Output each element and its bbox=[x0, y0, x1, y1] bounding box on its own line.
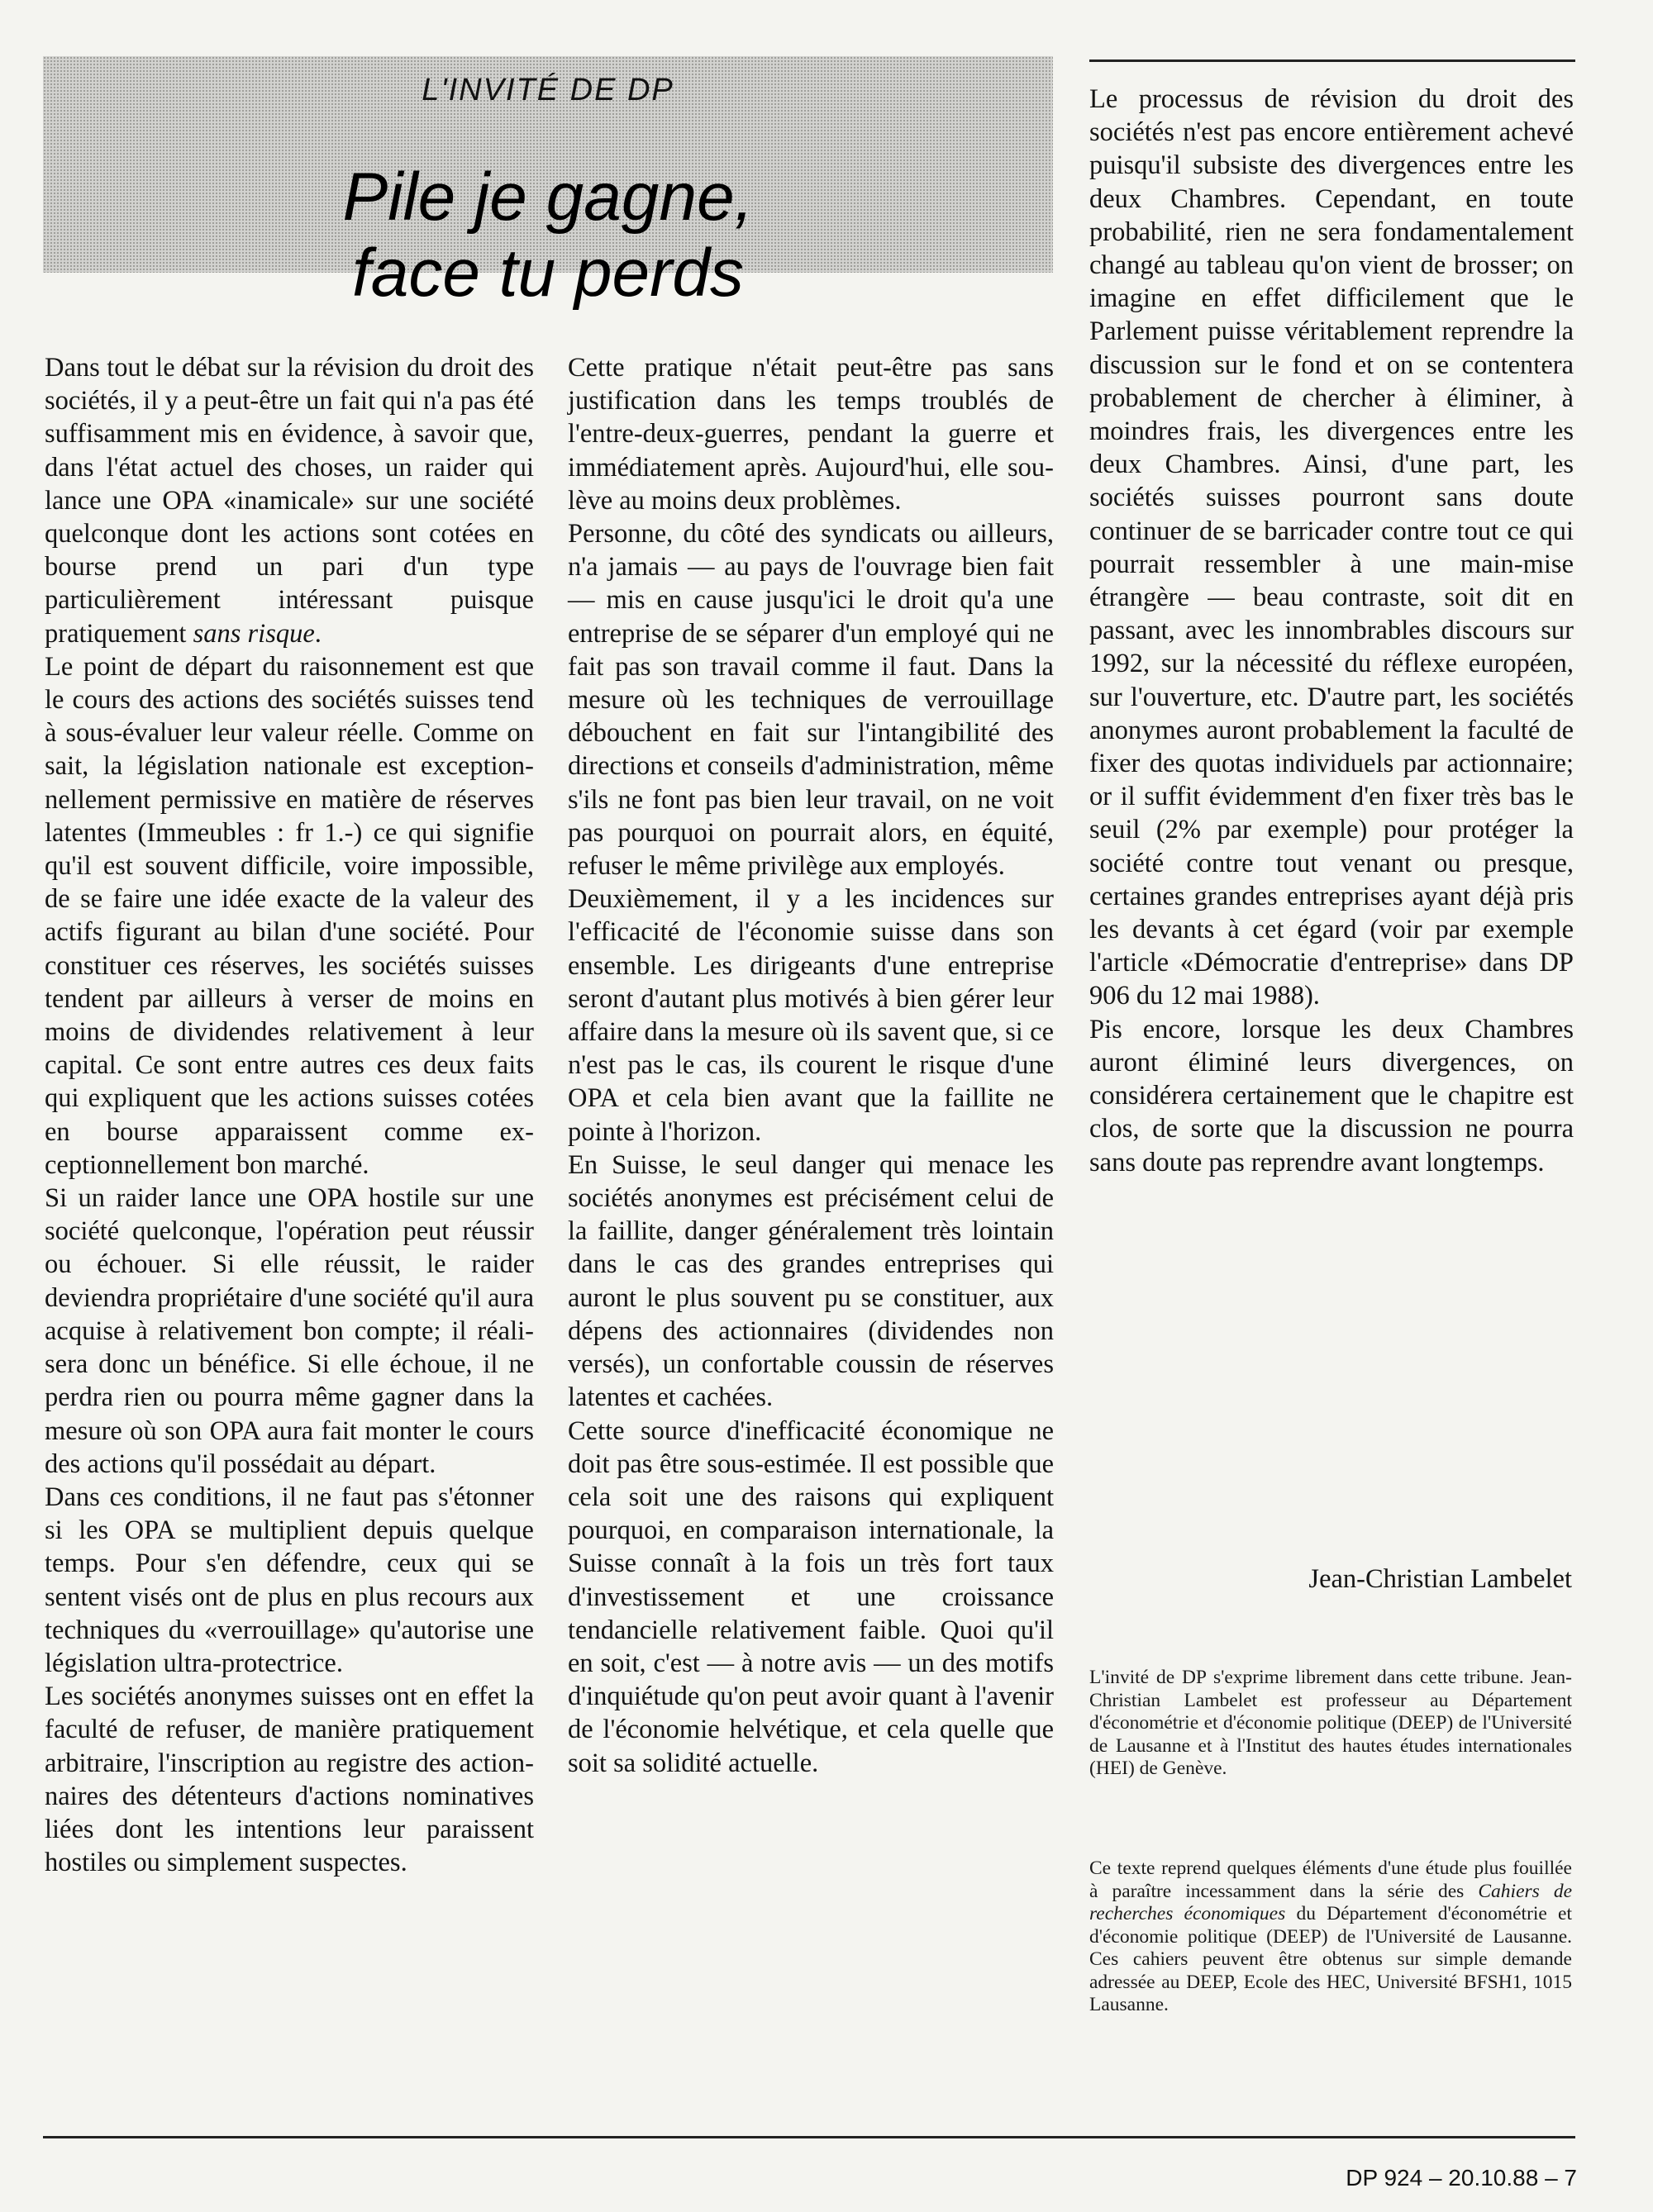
paragraph-2: Le point de départ du raisonnement est que le cours des actions des sociétés suisses tend à sous-évaluer leur valeur réelle. Comme on sait, la législation nationale est exceptionnellement permissive en matière de réserves latentes (Immeubles : fr 1.-) ce qui signifie qu'il est souvent difficile, voire impossible, de se faire une idée exacte de la valeur des actifs figurant au bilan d'une société. Pour constituer ces réserves, les sociétés suisses tendent par ailleurs à verser de moins en moins de dividendes relativement à leur capital. Ce sont entre autres ces deux faits qui expliquent que les actions suisses cotées en bourse apparaissent comme exceptionnellement bon marché. bbox=[45, 651, 534, 1180]
article-title bbox=[43, 159, 1053, 312]
paragraph-5: Les sociétés anonymes suisses ont en effet la faculté de refuser, de manière pratiquement arbitraire, l'inscription au registre des actionnaires des détenteurs d'actions nominatives liées dont les intentions leur paraissent hostiles ou simplement suspectes. bbox=[45, 1682, 534, 1878]
paragraph-6: Cette pratique n'était peut-être pas sans justification dans les temps troublés de l'entre-deux-guerres, pendant la guerre et immédiatement après. Aujourd'hui, elle soulève au moins deux problèmes. bbox=[568, 353, 1054, 516]
source-note-part-2: du Département d'économétrie et d'économie politique (DEEP) de l'Université de Lausanne. Ces cahiers peuvent être obtenus sur simple demande adressée au DEEP, Ecole des HEC, Université BFSH1, 1015 Lausanne. bbox=[1089, 1903, 1573, 2015]
paragraph-12: Pis encore, lorsque les deux Chambres auront éliminé leurs divergences, on considérera certainement que le chapitre est clos, de sorte que la discussion ne pourra sans doute pas reprendre avant longtemps. bbox=[1089, 1014, 1574, 1177]
section-kicker: L'INVITÉ DE DP bbox=[422, 73, 674, 107]
article-column-2 bbox=[568, 351, 1054, 1780]
author-note bbox=[1089, 1667, 1572, 1781]
title-line-2: face tu perds bbox=[351, 235, 745, 311]
paragraph-11: Le processus de révision du droit des sociétés n'est pas encore entièrement achevé puisqu'il subsiste des divergences entre les deux Chambres. Cependant, en toute probabilité, rien ne sera fondamentalement changé au tableau qu'on vient de brosser; on imagine en effet difficilement que le Parlement puisse véritablement reprendre la discussion sur le fond et on se contentera probablement de chercher à éliminer, à moindres frais, les divergences entre les deux Chambres. Ainsi, d'une part, les sociétés suisses pourront sans doute continuer de se barricader contre tout ce qui pourrait ressembler à une main-mise étrangère — beau contraste, soit dit en passant, avec les innombrables discours sur 1992, sur la nécessité du réflexe européen, sur l'ouverture, etc. D'autre part, les sociétés anonymes auront probablement la faculté de fixer des quotas individuels par actionnaire; or il suffit évidemment d'en fixer très bas le seuil (2% par exemple) pour protéger la société contre tout venant ou presque, certaines grandes entreprises ayant déjà pris les devants à cet égard (voir par exemple l'article «Démocratie d'entreprise» dans DP 906 du 12 mai 1988). bbox=[1089, 84, 1574, 1011]
article-column-1 bbox=[45, 351, 534, 1879]
footer-rule bbox=[43, 2136, 1575, 2138]
paragraph-1-emphasis: sans risque bbox=[193, 618, 315, 649]
paragraph-4: Dans ces conditions, il ne faut pas s'étonner si les OPA se multiplient depuis quelque temps. Pour s'en défendre, ceux qui se sentent visés ont de plus en plus recours aux techniques du «verrouillage» qu'autorise une législation ultra-protectrice. bbox=[45, 1482, 534, 1678]
paragraph-3: Si un raider lance une OPA hostile sur une société quelconque, l'opération peut réussir ou échouer. Si elle réussit, le raider deviendra propriétaire d'une société qu'il aura acquise à relativement bon compte; il réalisera donc un bénéfice. Si elle échoue, il ne perdra rien ou pourra même gagner dans la mesure où son OPA aura fait monter le cours des actions qu'il possédait au départ. bbox=[45, 1183, 534, 1479]
column-top-rule bbox=[1089, 59, 1575, 62]
paragraph-10: Cette source d'inefficacité économique ne doit pas être sous-estimée. Il est possible que cela soit une des raisons qui expliquent pourquoi, en comparaison internationale, la Suisse connaît à la fois un très fort taux d'investissement et une croissance tendancielle relativement faible. Quoi qu'il en soit, c'est — à notre avis — un des motifs d'inquiétude qu'on peut avoir quant à l'avenir de l'économie helvétique, et cela quelle que soit sa solidité actuelle. bbox=[568, 1415, 1054, 1778]
source-note-series-title: Cahiers de recherches économiques bbox=[1089, 1880, 1573, 1924]
page-folio: DP 924 – 20.10.88 – 7 bbox=[1346, 2165, 1577, 2191]
source-note-part-1: Ce texte reprend quelques éléments d'une étude plus fouillée à paraître incessamment dans la série des bbox=[1089, 1858, 1572, 1902]
paragraph-8: Deuxièmement, il y a les incidences sur l'efficacité de l'économie suisse dans son ensemble. Les dirigeants d'une entreprise seront d'autant plus motivés à bien gérer leur affaire dans la mesure où ils savent que, si ce n'est pas le cas, ils courent le risque d'une OPA et cela bien avant que la faillite ne pointe à l'horizon. bbox=[568, 884, 1054, 1147]
source-note-text bbox=[1089, 1858, 1572, 2017]
paragraph-9: En Suisse, le seul danger qui menace les sociétés anonymes est précisément celui de la faillite, danger généralement très lointain dans le cas des grandes entreprises qui auront le plus souvent pu se constituer, aux dépens des actionnaires (dividendes non versés), un confortable coussin de réserves latentes et cachées. bbox=[568, 1149, 1054, 1413]
title-line-1: Pile je gagne, bbox=[342, 159, 754, 235]
article-column-3 bbox=[1089, 83, 1574, 1179]
author-note-text: L'invité de DP s'exprime librement dans cette tribune. Jean-Christian Lambelet est professeur au Département d'économétrie et d'économie politique (DEEP) de l'Université de Lausanne et à l'Institut des hautes études internationales (HEI) de Genève. bbox=[1089, 1667, 1572, 1779]
source-note bbox=[1089, 1858, 1572, 2017]
paragraph-1-text: Dans tout le débat sur la révision du droit des sociétés, il y a peut-être un fait qui n'a pas été suffisamment mis en évidence, à savoir que, dans l'état actuel des choses, un raider qui lance une OPA «inamicale» sur une société quelconque dont les actions sont cotées en bourse prend un pari d'un type particulièrement intéressant puisque pratiquement bbox=[45, 353, 534, 649]
paragraph-1: Dans tout le débat sur la révision du droit des sociétés, il y a peut-être un fait qui n'a pas été suffisamment mis en évidence, à savoir que, dans l'état actuel des choses, un raider qui lance une OPA «inamicale» sur une société quelconque dont les actions sont cotées en bourse prend un pari d'un type particulièrement intéressant puisque pratiquement sans risque. bbox=[45, 353, 534, 649]
author-signature: Jean-Christian Lambelet bbox=[1308, 1564, 1572, 1594]
paragraph-7: Personne, du côté des syndicats ou ailleurs, n'a jamais — au pays de l'ouvrage bien fait — mis en cause jusqu'ici le droit qu'a une entreprise de se séparer d'un employé qui ne fait pas son travail comme il faut. Dans la mesure où les techniques de verrouillage débouchent en fait sur l'intangibilité des directions et conseils d'administration, même s'ils ne font pas bien leur travail, on ne voit pas pourquoi on pourrait alors, en équité, refuser le même privilège aux employés. bbox=[568, 519, 1054, 882]
